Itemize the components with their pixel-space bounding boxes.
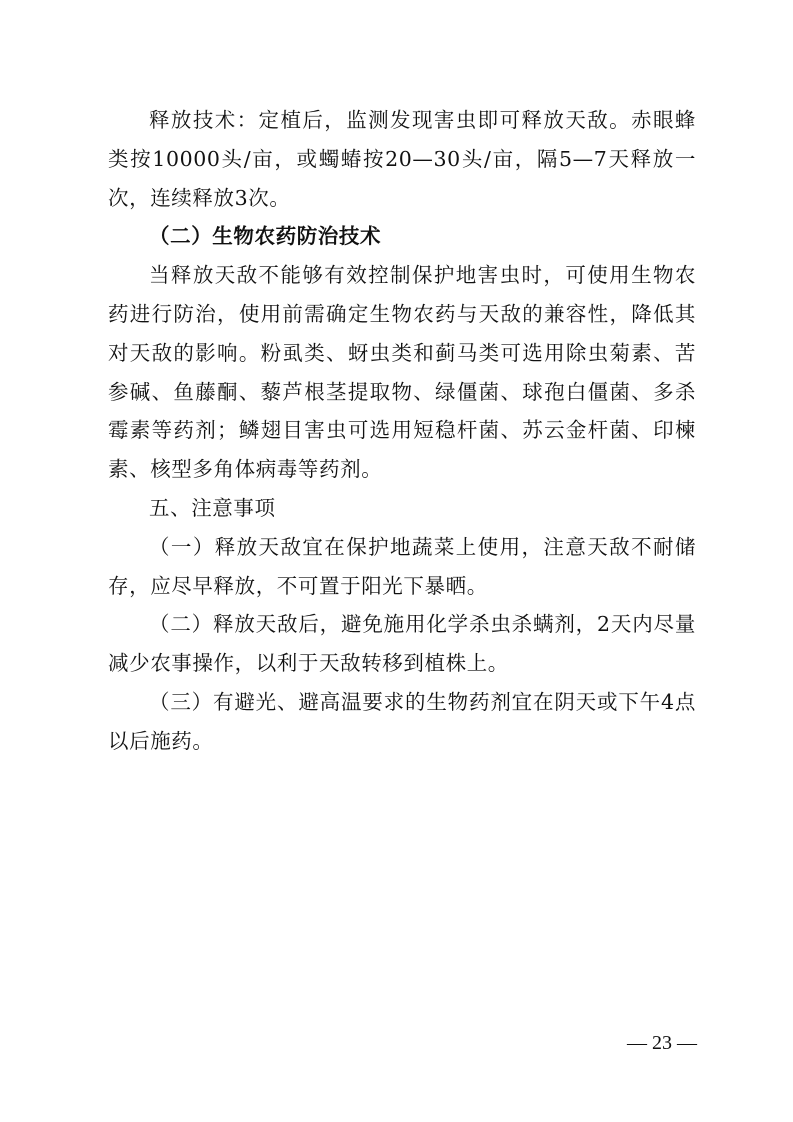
section-heading-notes: 五、注意事项	[149, 495, 276, 520]
page-content	[108, 101, 696, 761]
section-heading-bio-pesticide: （二）生物农药防治技术	[149, 224, 382, 249]
page-number: — 23 —	[627, 1032, 697, 1054]
paragraph-release-technique: 释放技术：定植后，监测发现害虫即可释放天敌。赤眼蜂类按10000头/亩，或蠋蝽按20—30头/亩，隔5—7天释放一次，连续释放3次。	[108, 108, 696, 210]
paragraph-note-1: （一）释放天敌宜在保护地蔬菜上使用，注意天敌不耐储存，应尽早释放，不可置于阳光下暴晒。	[108, 534, 696, 598]
paragraph-note-2: （二）释放天敌后，避免施用化学杀虫杀螨剂，2天内尽量减少农事操作，以利于天敌转移到植株上。	[108, 612, 696, 676]
paragraph-bio-pesticide: 当释放天敌不能够有效控制保护地害虫时，可使用生物农药进行防治，使用前需确定生物农药与天敌的兼容性，降低其对天敌的影响。粉虱类、蚜虫类和蓟马类可选用除虫菊素、苦参碱、鱼藤酮、藜芦根茎提取物、绿僵菌、球孢白僵菌、多杀霉素等药剂；鳞翅目害虫可选用短稳杆菌、苏云金杆菌、印楝素、核型多角体病毒等药剂。	[108, 263, 696, 482]
paragraph-note-3: （三）有避光、避高温要求的生物药剂宜在阴天或下午4点以后施药。	[108, 689, 696, 753]
